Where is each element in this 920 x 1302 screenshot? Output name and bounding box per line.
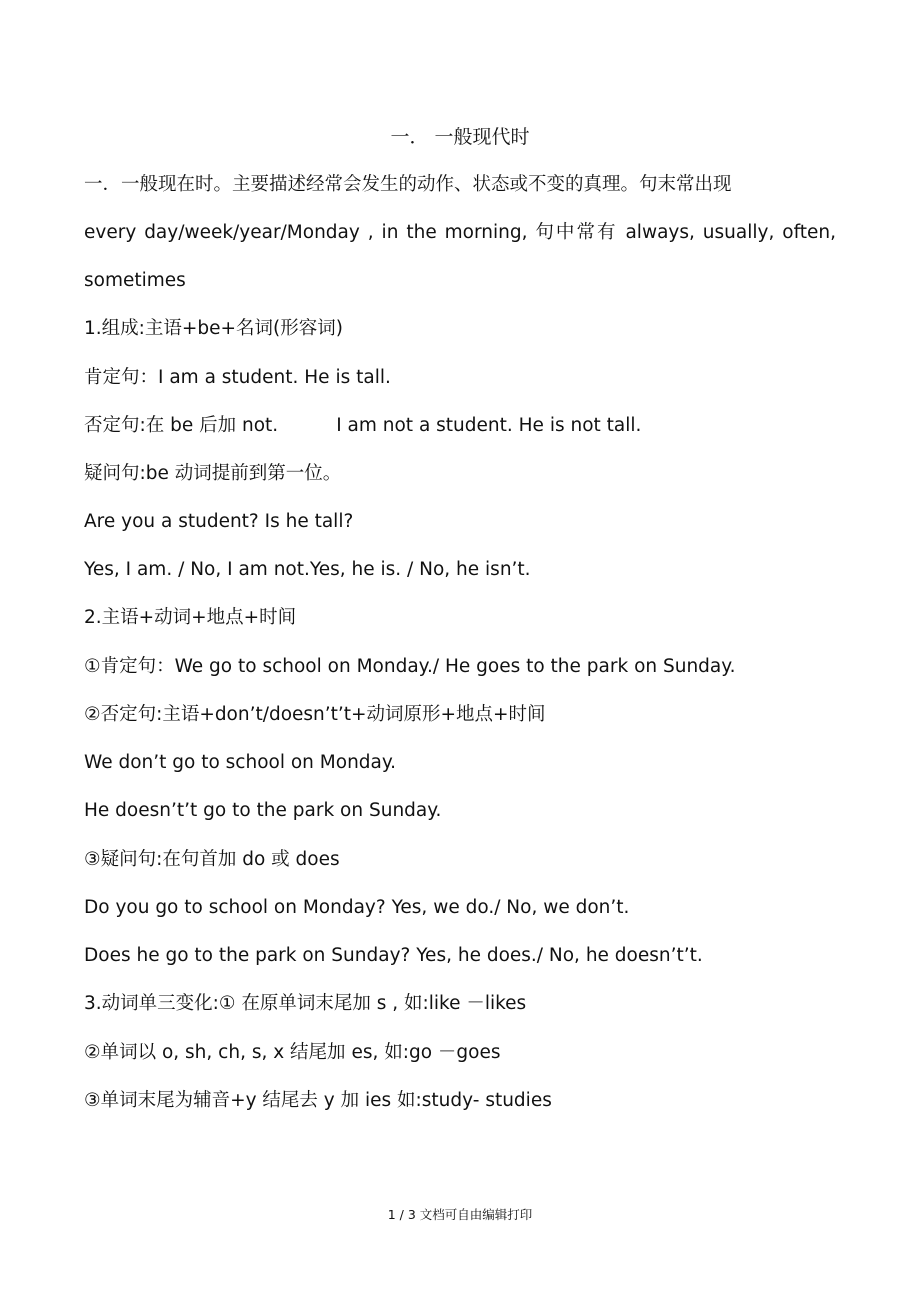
section1-question-example: Are you a student? Is he tall? xyxy=(84,511,354,532)
section1-question-rule: 疑问句:be 动词提前到第一位。 xyxy=(84,463,342,484)
section1-heading: 1.组成:主语+be+名词(形容词) xyxy=(84,318,343,339)
section2-negative-rule: ②否定句:主语+don’t/doesn’t’t+动词原形+地点+时间 xyxy=(84,704,546,725)
section1-answers: Yes, I am. / No, I am not.Yes, he is. / No, he isn’t. xyxy=(84,559,531,580)
page-title: 一． 一般现代时 xyxy=(390,126,530,148)
section1-negative-example: I am not a student. He is not tall. xyxy=(336,415,642,436)
intro-line-2: every day/week/year/Monday , in the morning, 句中常有 always, usually, often, xyxy=(84,222,836,243)
section2-question-example-2: Does he go to the park on Sunday? Yes, he does./ No, he doesn’t’t. xyxy=(84,945,703,966)
section3-rule-3: ③单词末尾为辅音+y 结尾去 y 加 ies 如:study- studies xyxy=(84,1090,552,1111)
intro-line-3: sometimes xyxy=(84,270,186,291)
section2-heading: 2.主语+动词+地点+时间 xyxy=(84,607,297,628)
intro-line-1: 一．一般现在时。主要描述经常会发生的动作、状态或不变的真理。句末常出现 xyxy=(84,174,732,195)
section2-question-rule: ③疑问句:在句首加 do 或 does xyxy=(84,849,340,870)
section2-question-example-1: Do you go to school on Monday? Yes, we do./ No, we don’t. xyxy=(84,897,630,918)
section2-negative-example-1: We don’t go to school on Monday. xyxy=(84,752,397,773)
section3-heading: 3.动词单三变化:① 在原单词末尾加 s , 如:like －likes xyxy=(84,993,527,1014)
section3-rule-2: ②单词以 o, sh, ch, s, x 结尾加 es, 如:go －goes xyxy=(84,1042,501,1063)
section1-negative-rule: 否定句:在 be 后加 not. xyxy=(84,415,279,436)
page-footer: 1 / 3 文档可自由编辑打印 xyxy=(387,1207,533,1222)
section1-negative xyxy=(84,411,836,441)
section2-negative-example-2: He doesn’t’t go to the park on Sunday. xyxy=(84,800,442,821)
section2-affirmative: ①肯定句：We go to school on Monday./ He goes to the park on Sunday. xyxy=(84,656,736,677)
section1-affirmative: 肯定句：I am a student. He is tall. xyxy=(84,367,391,388)
